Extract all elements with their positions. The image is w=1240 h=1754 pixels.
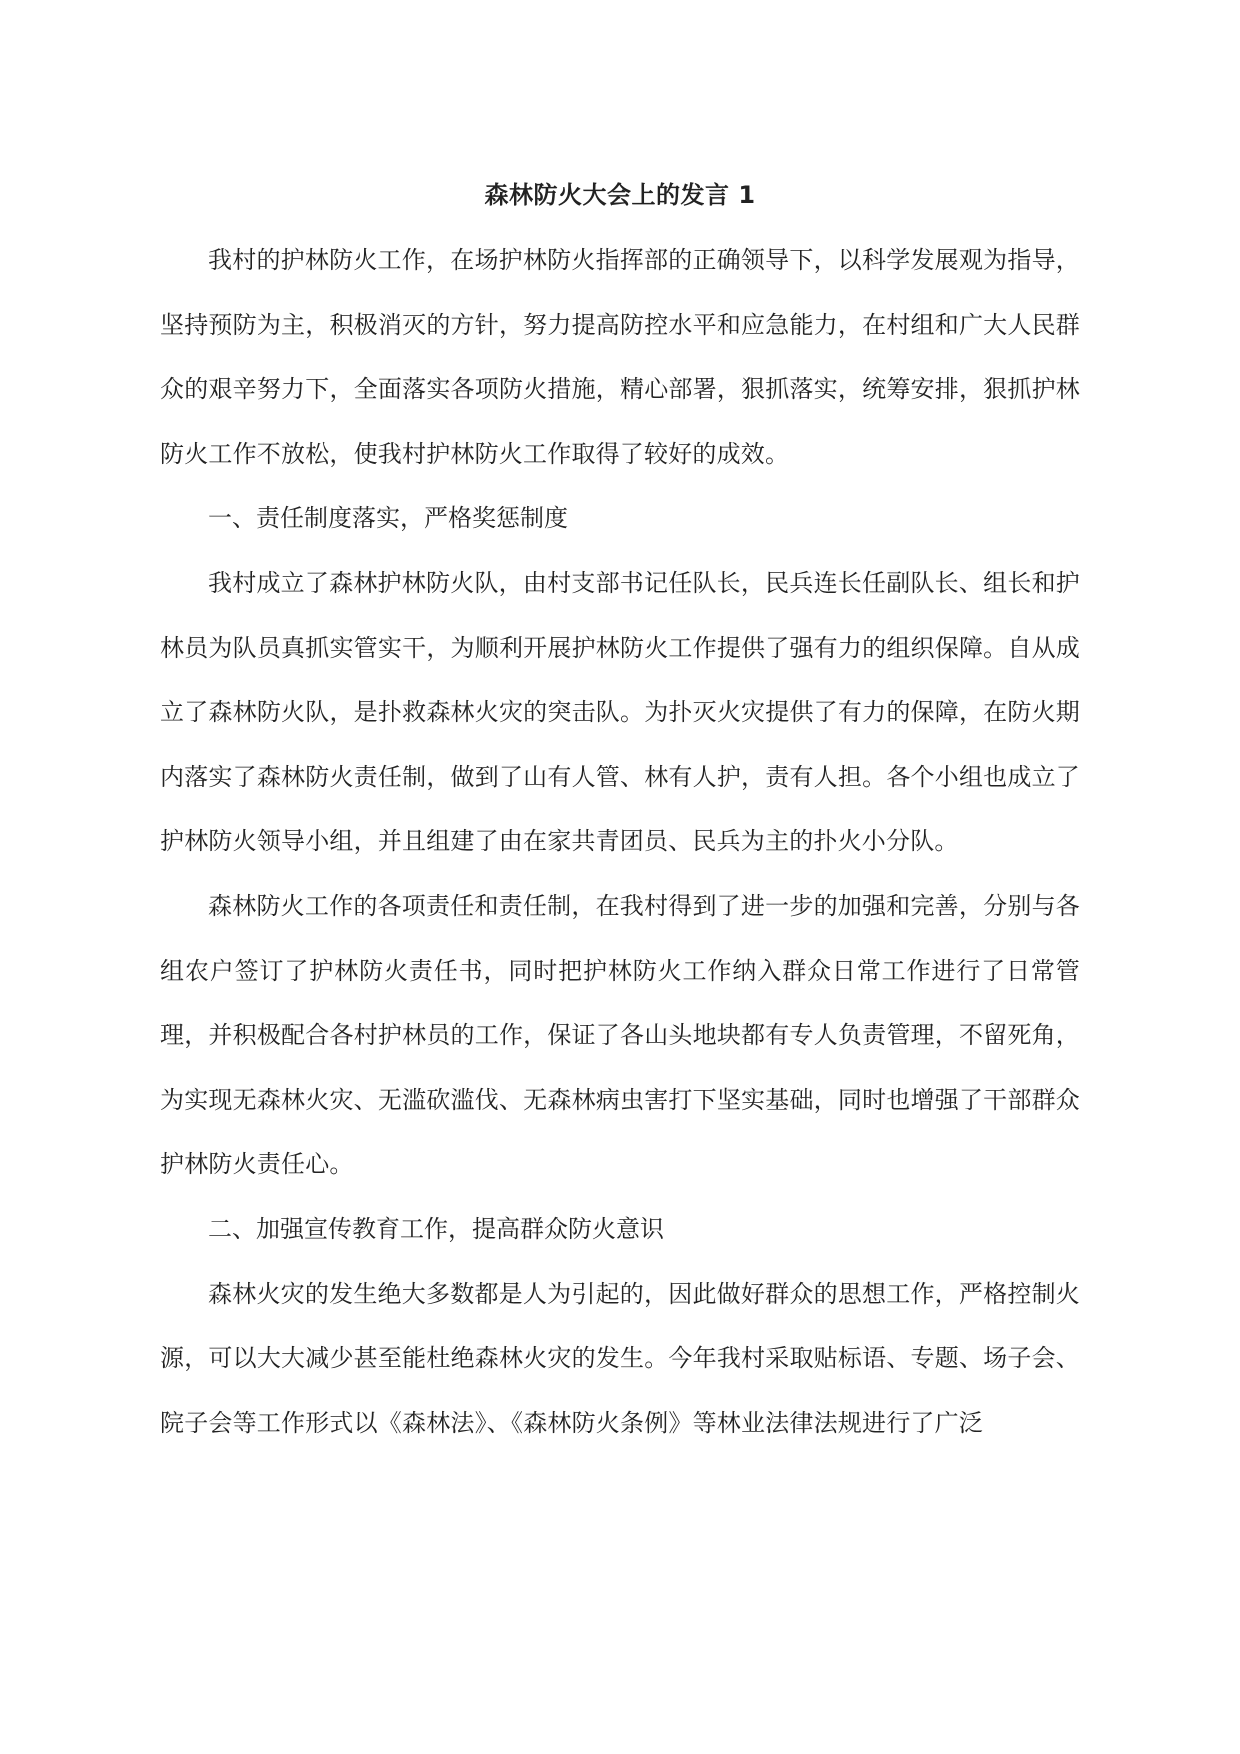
document-title: 森林防火大会上的发言 1 bbox=[484, 181, 756, 209]
section-heading-1: 一、责任制度落实，严格奖惩制度 bbox=[208, 504, 568, 533]
paragraph-intro: 我村的护林防火工作，在场护林防火指挥部的正确领导下，以科学发展观为指导，坚持预防为主，积极消灭的方针，努力提高防控水平和应急能力，在村组和广大人民群众的艰辛努力下，全面落实各项防火措施，精心部署，狠抓落实，统筹安排，狠抓护林防火工作不放松，使我村护林防火工作取得了较好的成效。 bbox=[160, 246, 1080, 468]
paragraph-education: 森林火灾的发生绝大多数都是人为引起的，因此做好群众的思想工作，严格控制火源，可以大大减少甚至能杜绝森林火灾的发生。今年我村采取贴标语、专题、场子会、院子会等工作形式以《森林法》、《森林防火条例》等林业法律法规进行了广泛 bbox=[160, 1279, 1080, 1437]
section-heading-2: 二、加强宣传教育工作，提高群众防火意识 bbox=[208, 1214, 664, 1243]
paragraph-responsibility: 森林防火工作的各项责任和责任制，在我村得到了进一步的加强和完善，分别与各组农户签订了护林防火责任书，同时把护林防火工作纳入群众日常工作进行了日常管理，并积极配合各村护林员的工作，保证了各山头地块都有专人负责管理，不留死角，为实现无森林火灾、无滥砍滥伐、无森林病虫害打下坚实基础，同时也增强了干部群众护林防火责任心。 bbox=[160, 891, 1080, 1179]
paragraph-fire-team: 我村成立了森林护林防火队，由村支部书记任队长，民兵连长任副队长、组长和护林员为队员真抓实管实干，为顺利开展护林防火工作提供了强有力的组织保障。自从成立了森林防火队，是扑救森林火灾的突击队。为扑灭火灾提供了有力的保障，在防火期内落实了森林防火责任制，做到了山有人管、林有人护，责有人担。各个小组也成立了护林防火领导小组，并且组建了由在家共青团员、民兵为主的扑火小分队。 bbox=[160, 568, 1080, 856]
document-page bbox=[160, 180, 1080, 1455]
